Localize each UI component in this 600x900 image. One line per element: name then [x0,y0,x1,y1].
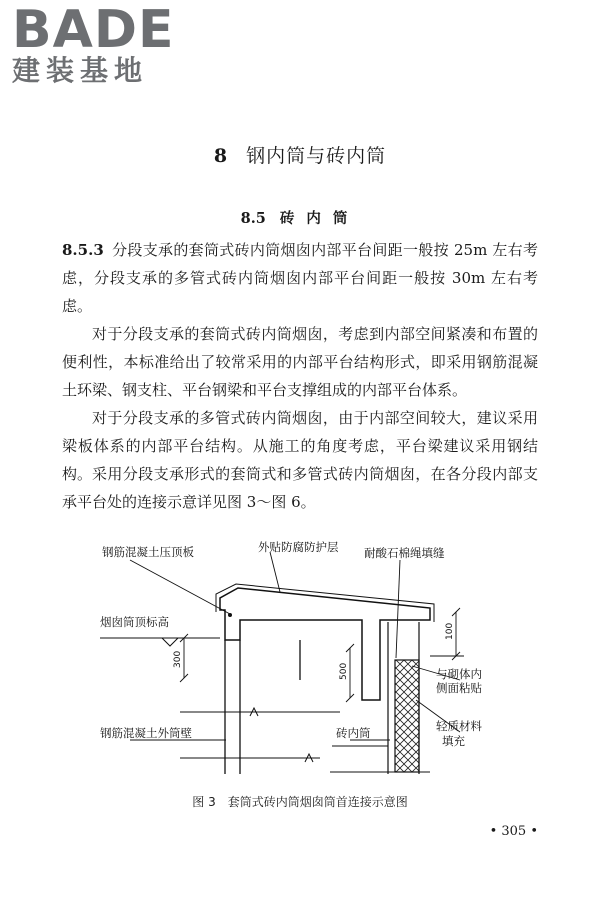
label-light-fill-2: 填充 [442,734,465,748]
figure-number: 图 3 [192,795,216,809]
body-paragraph-2: 对于分段支承的多管式砖内筒烟囱，由于内部空间较大，建议采用梁板体系的内部平台结构。从施工的角度考虑，平台梁建议采用钢结构。 [62,409,538,483]
label-brick-inner-tube: 砖内筒 [336,726,371,740]
label-rc-outer-wall: 钢筋混凝土外筒壁 [100,726,192,740]
body-paragraph-3: 采用分段支承形式的套筒式和多管式砖内筒烟囱，在各分段内部支承平台处的连接示意详见图 3～图 6。 [62,465,538,511]
clause-text: 分段支承的套筒式砖内筒烟囱内部平台间距一般按 25m 左右考虑，分段支承的多管式砖内筒烟囱内部平台间距一般按 30m 左右考虑。 [62,241,538,315]
dim-500: 500 [339,662,349,680]
chapter-title [0,144,600,168]
label-masonry-bond-1: 与砌体内 [436,667,482,681]
page-number: • 305 • [489,824,538,839]
dim-300: 300 [173,650,183,668]
logo-subtitle: 建装基地 [12,54,149,87]
label-anticorrosion-layer: 外贴防腐防护层 [258,540,339,554]
dim-100: 100 [445,622,455,640]
label-masonry-bond-2: 侧面粘贴 [436,681,482,695]
dimension-lines [180,608,464,702]
chapter-number: 8 [213,145,229,167]
chimney-top-connection-figure [100,540,530,784]
figure-caption [0,794,600,810]
rc-outer-wall [225,640,300,774]
label-rc-top-slab: 钢筋混凝土压顶板 [102,545,194,559]
body-paragraph-1: 对于分段支承的套筒式砖内筒烟囱，考虑到内部空间紧凑和布置的便利性，本标准给出了较常采用的内部平台结构形式，即采用钢筋混凝土环梁、钢支柱、平台钢梁和平台支撑组成的内部平台体系。 [62,325,538,399]
clause-number: 8.5.3 [62,241,104,259]
figure-caption-text: 套筒式砖内筒烟囱筒首连接示意图 [227,795,408,809]
section-name: 砖内筒 [279,210,360,227]
section-number: 8.5 [240,210,266,227]
label-light-fill-1: 轻质材料 [436,719,482,733]
elevation-marker [100,638,220,646]
clause-paragraph [62,236,538,320]
brick-inner-tube [388,622,419,774]
logo-brand: BADE [12,0,175,60]
section-title [0,209,600,229]
label-top-elevation: 烟囱筒顶标高 [100,615,169,629]
chapter-name: 钢内筒与砖内筒 [246,145,387,167]
label-asbestos-rope: 耐酸石棉绳填缝 [364,546,445,560]
